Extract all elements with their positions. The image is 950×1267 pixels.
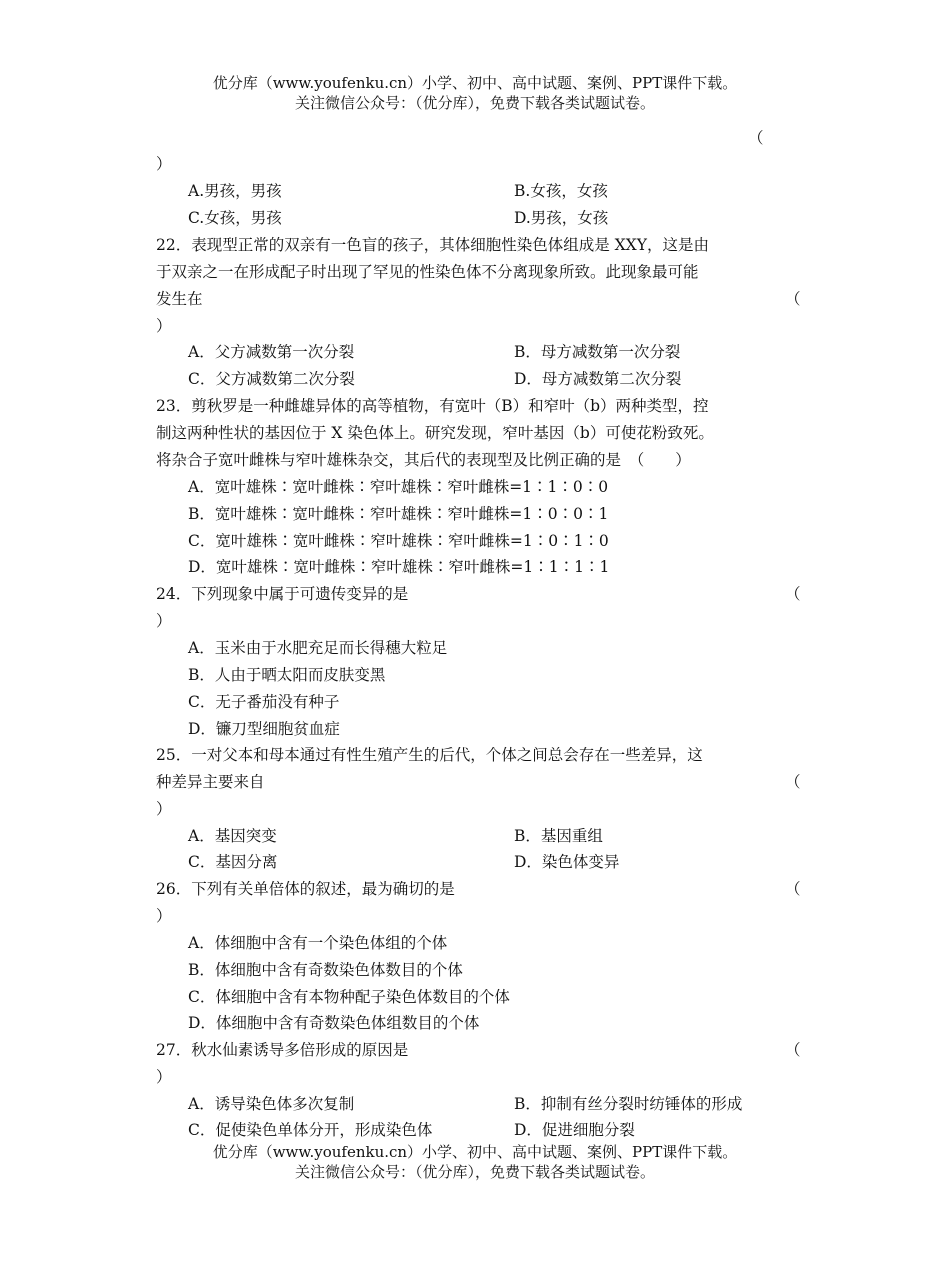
q21-option-c: C.女孩，男孩 bbox=[188, 209, 282, 227]
q22-paren-open: （ bbox=[785, 290, 801, 308]
q22-stem-line-1: 22．表现型正常的双亲有一色盲的孩子，其体细胞性染色体组成是 XXY，这是由 bbox=[156, 236, 709, 254]
q22-paren-close: ） bbox=[156, 317, 172, 335]
q27-option-a: A．诱导染色体多次复制 bbox=[188, 1095, 355, 1113]
q24-stem: 24．下列现象中属于可遗传变异的是 bbox=[156, 585, 409, 603]
q26-paren-close: ） bbox=[156, 907, 172, 925]
q26-stem: 26．下列有关单倍体的叙述，最为确切的是 bbox=[156, 880, 455, 898]
q24-option-b: B．人由于晒太阳而皮肤变黑 bbox=[188, 666, 386, 684]
q27-option-d: D．促进细胞分裂 bbox=[514, 1121, 635, 1139]
q25-option-d: D．染色体变异 bbox=[514, 853, 620, 871]
q26-paren-open: （ bbox=[785, 880, 801, 898]
q22-option-d: D．母方减数第二次分裂 bbox=[514, 370, 682, 388]
q21-paren-close: ） bbox=[156, 155, 172, 173]
q25-option-b: B．基因重组 bbox=[514, 827, 603, 845]
q25-stem-line-2: 种差异主要来自 bbox=[156, 773, 265, 791]
q24-option-c: C．无子番茄没有种子 bbox=[188, 693, 340, 711]
q21-paren-open: （ bbox=[748, 129, 764, 147]
q26-option-d: D．体细胞中含有奇数染色体组数目的个体 bbox=[188, 1014, 480, 1032]
q27-option-c: C．促使染色单体分开，形成染色体 bbox=[188, 1121, 433, 1139]
footer-line-1: 优分库（www.youfenku.cn）小学、初中、高中试题、案例、PPT课件下载。 bbox=[212, 1143, 738, 1161]
q23-stem-line-3: 将杂合子宽叶雌株与窄叶雄株杂交，其后代的表现型及比例正确的是 （ ） bbox=[156, 451, 691, 469]
q23-option-b: B．宽叶雄株∶宽叶雌株∶窄叶雄株∶窄叶雌株=1∶0∶0∶1 bbox=[188, 505, 609, 523]
q23-option-a: A．宽叶雄株∶宽叶雌株∶窄叶雄株∶窄叶雌株=1∶1∶0∶0 bbox=[188, 478, 609, 496]
q25-option-c: C．基因分离 bbox=[188, 853, 278, 871]
q24-paren-open: （ bbox=[785, 585, 801, 603]
q25-option-a: A．基因突变 bbox=[188, 827, 277, 845]
q26-option-c: C．体细胞中含有本物种配子染色体数目的个体 bbox=[188, 988, 510, 1006]
q27-stem: 27．秋水仙素诱导多倍形成的原因是 bbox=[156, 1041, 409, 1059]
q22-stem-line-3: 发生在 bbox=[156, 290, 203, 308]
q24-paren-close: ） bbox=[156, 612, 172, 630]
q24-option-d: D．镰刀型细胞贫血症 bbox=[188, 720, 340, 738]
q27-paren-close: ） bbox=[156, 1068, 172, 1086]
q22-stem-line-2: 于双亲之一在形成配子时出现了罕见的性染色体不分离现象所致。此现象最可能 bbox=[156, 263, 699, 281]
q22-option-b: B．母方减数第一次分裂 bbox=[514, 343, 681, 361]
q23-stem-line-2: 制这两种性状的基因位于 X 染色体上。研究发现，窄叶基因（b）可使花粉致死。 bbox=[156, 424, 714, 442]
footer-line-2: 关注微信公众号：（优分库），免费下载各类试题试卷。 bbox=[294, 1163, 655, 1181]
q24-option-a: A．玉米由于水肥充足而长得穗大粒足 bbox=[188, 639, 448, 657]
q25-paren-open: （ bbox=[785, 773, 801, 791]
q22-option-a: A．父方减数第一次分裂 bbox=[188, 343, 355, 361]
q26-option-b: B．体细胞中含有奇数染色体数目的个体 bbox=[188, 961, 463, 979]
q21-option-b: B.女孩，女孩 bbox=[514, 182, 608, 200]
q27-paren-open: （ bbox=[785, 1041, 801, 1059]
q23-option-d: D．宽叶雄株∶宽叶雌株∶窄叶雄株∶窄叶雌株=1∶1∶1∶1 bbox=[188, 558, 610, 576]
q21-option-d: D.男孩，女孩 bbox=[514, 209, 609, 227]
q25-stem-line-1: 25．一对父本和母本通过有性生殖产生的后代，个体之间总会存在一些差异，这 bbox=[156, 746, 703, 764]
q23-option-c: C．宽叶雄株∶宽叶雌株∶窄叶雄株∶窄叶雌株=1∶0∶1∶0 bbox=[188, 532, 609, 550]
q27-option-b: B．抑制有丝分裂时纺锤体的形成 bbox=[514, 1095, 743, 1113]
header-line-1: 优分库（www.youfenku.cn）小学、初中、高中试题、案例、PPT课件下载。 bbox=[212, 74, 738, 92]
q25-paren-close: ） bbox=[156, 800, 172, 818]
q21-option-a: A.男孩，男孩 bbox=[188, 182, 282, 200]
header-line-2: 关注微信公众号：（优分库），免费下载各类试题试卷。 bbox=[294, 94, 655, 112]
q22-option-c: C．父方减数第二次分裂 bbox=[188, 370, 355, 388]
q23-stem-line-1: 23．剪秋罗是一种雌雄异体的高等植物，有宽叶（B）和窄叶（b）两种类型，控 bbox=[156, 397, 709, 415]
q26-option-a: A．体细胞中含有一个染色体组的个体 bbox=[188, 934, 448, 952]
